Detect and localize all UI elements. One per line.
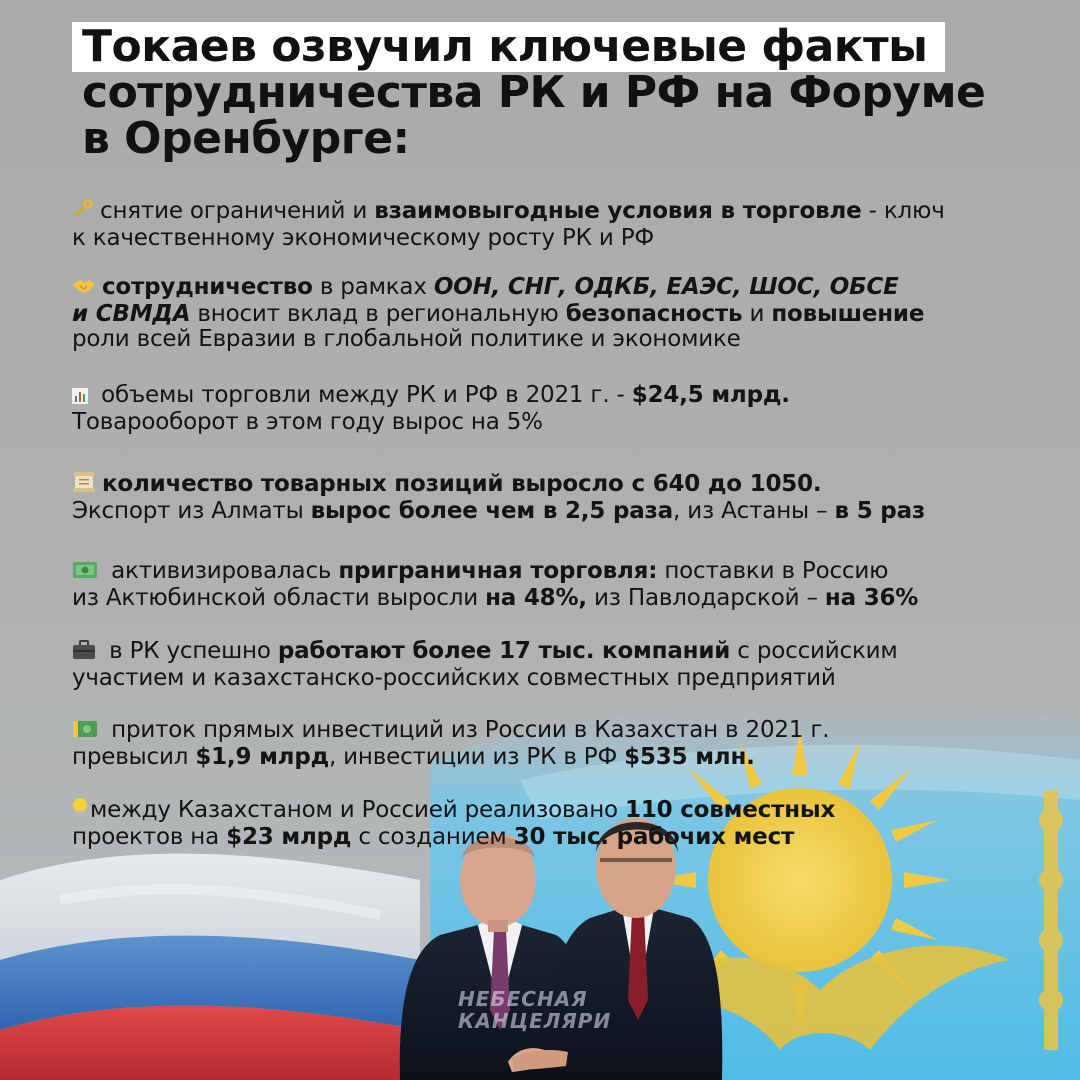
- fact-highlight: работают более 17 тыс. компаний: [277, 638, 731, 664]
- fact-highlight: приграничная торговля:: [338, 558, 658, 584]
- fact-organizations: и СВМДА: [72, 301, 191, 327]
- fact-text: участием и казахстанско-российских совместных предприятий: [72, 665, 836, 691]
- fact-text: приток прямых инвестиций из России в Казахстан в 2021 г.: [104, 717, 830, 743]
- page-title-line-2: сотрудничества РК и РФ на Форуме: [82, 67, 986, 118]
- fact-text: активизировалась: [104, 558, 339, 584]
- fact-highlight: безопасность: [565, 301, 743, 327]
- page-title-line-3: в Оренбурге:: [82, 113, 410, 164]
- fact-highlight: $24,5 млрд.: [631, 382, 790, 408]
- fact-text: , инвестиции из РК в РФ: [328, 744, 625, 770]
- watermark-logo: [458, 988, 628, 1032]
- fact-text: с российским: [730, 638, 898, 664]
- fact-text: снятие ограничений и: [100, 198, 375, 224]
- fact-highlight: на 48%,: [485, 585, 587, 611]
- fact-item-trade-conditions: [72, 198, 1052, 251]
- fact-item-border-trade: [72, 559, 1052, 611]
- fact-text: превысил: [72, 744, 196, 770]
- fact-highlight: 30 тыс. рабочих мест: [513, 824, 795, 850]
- fact-text: проектов на: [72, 824, 227, 850]
- fact-highlight: взаимовыгодные условия в торговле: [374, 198, 862, 224]
- watermark-line: НЕБЕСНАЯ: [458, 987, 588, 1011]
- fact-highlight: $23 млрд: [226, 824, 352, 850]
- fact-text: из Павлодарской –: [586, 585, 825, 611]
- fact-text: объемы торговли между РК и РФ в 2021 г. -: [94, 382, 632, 408]
- fact-highlight: $535 млн.: [624, 744, 755, 770]
- fact-text: роли всей Евразии в глобальной политике и экономике: [72, 326, 741, 352]
- fact-text: из Актюбинской области выросли: [72, 585, 486, 611]
- fact-highlight: на 36%: [824, 585, 919, 611]
- fact-item-cooperation: [72, 275, 1052, 352]
- fact-text: в РК успешно: [102, 638, 278, 664]
- fact-text: поставки в Россию: [657, 558, 889, 584]
- briefcase-icon: [72, 640, 96, 666]
- fact-highlight: повышение: [771, 301, 925, 327]
- light-bulb-icon: [72, 797, 88, 825]
- fact-text: между Казахстаном и Россией реализовано: [90, 797, 626, 823]
- fact-text: к качественному экономическому росту РК и РФ: [72, 225, 654, 251]
- fact-highlight: сотрудничество: [102, 274, 313, 300]
- key-icon: [72, 198, 94, 226]
- fact-text: Товарооборот в этом году вырос на 5%: [72, 409, 543, 435]
- fact-text: , из Астаны –: [673, 498, 835, 524]
- fact-text: и: [742, 301, 772, 327]
- fact-organizations: ООН, СНГ, ОДКБ, ЕАЭС, ШОС, ОБСЕ: [433, 274, 899, 300]
- scroll-icon: [72, 471, 96, 499]
- fact-item-joint-projects: [72, 797, 1052, 850]
- fact-item-product-positions: [72, 471, 1052, 524]
- fact-text: в рамках: [312, 274, 434, 300]
- fact-highlight: в 5 раз: [834, 498, 926, 524]
- watermark-line: КАНЦЕЛЯРИ: [458, 1009, 612, 1033]
- banknote-icon: [72, 560, 98, 586]
- fact-text: - ключ: [861, 198, 945, 224]
- fact-item-investments: [72, 718, 1052, 770]
- fact-highlight: количество товарных позиций выросло с 640 до 1050.: [102, 471, 822, 497]
- fact-text: Экспорт из Алматы: [72, 498, 311, 524]
- bar-chart-icon: [72, 385, 88, 410]
- fact-item-trade-volume: [72, 383, 1052, 435]
- fact-highlight: $1,9 млрд: [195, 744, 329, 770]
- handshake-icon: [72, 276, 96, 302]
- fact-highlight: 110 совместных: [625, 797, 836, 823]
- fact-item-companies: [72, 639, 1052, 691]
- money-icon: [72, 719, 98, 745]
- fact-text: с созданием: [351, 824, 514, 850]
- fact-text: вносит вклад в региональную: [190, 301, 566, 327]
- page-title-line-1: Токаев озвучил ключевые факты: [72, 22, 945, 72]
- fact-highlight: вырос более чем в 2,5 раза: [310, 498, 674, 524]
